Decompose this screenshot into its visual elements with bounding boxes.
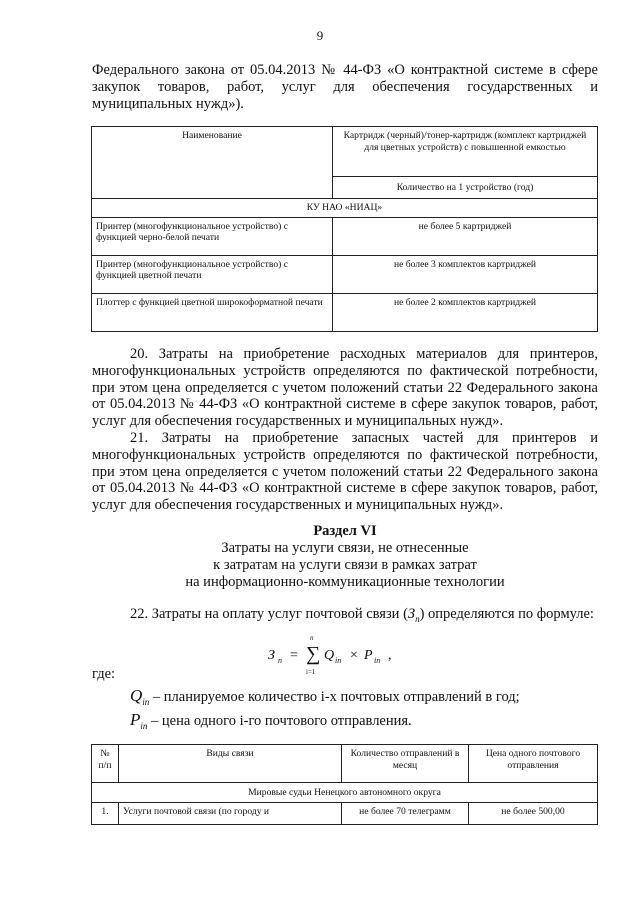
paragraph-22 <box>130 606 594 624</box>
formula-tail: , <box>388 648 392 663</box>
postal-table <box>91 744 598 825</box>
section-title: Раздел VI <box>313 523 377 539</box>
section-subtitle-line: к затратам на услуги связи в рамках затрат <box>213 557 477 573</box>
paragraph-22-text: 22. Затраты на оплату услуг почтовой связи ( <box>130 606 408 622</box>
device-norm: не более 5 картриджей <box>333 217 598 255</box>
header-name: Наименование <box>92 127 333 199</box>
device-norm: не более 2 комплектов картриджей <box>333 293 598 331</box>
header-price: Цена одного почтового отправления <box>469 745 598 783</box>
table-row <box>92 803 598 825</box>
header-num: № п/п <box>92 745 119 783</box>
formula-symbol-sub: п <box>278 656 282 665</box>
formula-equals: = <box>290 648 298 663</box>
section-subtitle-line: на информационно-коммуникационные технологии <box>185 574 505 590</box>
table-row <box>92 255 598 293</box>
paragraph-21: 21. Затраты на приобретение запасных частей для принтеров и многофункциональных устройств определяются по фактической потребности, при этом цена определяется с учетом положений статьи 22 Федерального закона от 05.04.2013 № 44-ФЗ «О контрактной системе в сфере закупок товаров, работ, услуг для обеспечения государственных и муниципальных нужд». <box>92 430 598 514</box>
paragraph-22-end: ) определяются по формуле: <box>419 606 594 622</box>
table-row <box>92 293 598 331</box>
def-q-sub: in <box>142 696 150 707</box>
device-name: Плоттер с функцией цветной широкоформатной печати <box>92 293 333 331</box>
formula-symbol: З <box>268 648 275 663</box>
formula-q: Q <box>324 648 335 663</box>
section-heading <box>92 523 598 591</box>
def-q-text: – планируемое количество i-х почтовых отправлений в год; <box>149 689 520 705</box>
row-count: не более 70 телеграмм <box>342 803 469 825</box>
definition-p <box>130 710 412 731</box>
section-subtitle-line: Затраты на услуги связи, не отнесенные <box>221 540 469 556</box>
cost-symbol-sub: п <box>415 613 420 624</box>
device-norm: не более 3 комплектов картриджей <box>333 255 598 293</box>
section-label: КУ НАО «НИАЦ» <box>92 199 598 218</box>
header-cartridge: Картридж (черный)/тонер-картридж (комплект картриджей для цветных устройств) с повышенной емкостью <box>333 127 598 177</box>
section-label: Мировые судьи Ненецкого автономного округа <box>92 783 598 803</box>
cartridge-table <box>91 126 598 332</box>
def-p-text: – цена одного i-го почтового отправления. <box>147 713 412 729</box>
page-number: 9 <box>316 28 324 43</box>
formula-q-sub: in <box>335 656 342 665</box>
row-num: 1. <box>92 803 119 825</box>
formula-sum-bottom: i=1 <box>306 668 316 676</box>
cost-formula <box>268 634 468 682</box>
row-kind: Услуги почтовой связи (по городу и <box>119 803 342 825</box>
table-row <box>92 217 598 255</box>
sum-icon: ∑ <box>306 643 321 665</box>
where-label: где: <box>92 666 116 682</box>
def-q-symbol: Q <box>130 686 143 705</box>
intro-paragraph: Федерального закона от 05.04.2013 № 44-ФЗ «О контрактной системе в сфере закупок товаров, работ, услуг для обеспечения государственных и муниципальных нужд»). <box>92 62 598 112</box>
device-name: Принтер (многофункциональное устройство) с функцией черно-белой печати <box>92 217 333 255</box>
formula-times: × <box>350 648 358 663</box>
formula-sum-top: n <box>310 634 314 642</box>
formula-p-sub: in <box>374 656 381 665</box>
header-count: Количество отправлений в месяц <box>342 745 469 783</box>
def-p-sub: in <box>140 720 148 731</box>
header-quantity: Количество на 1 устройство (год) <box>333 177 598 199</box>
def-p-symbol: P <box>130 710 141 729</box>
definition-q <box>130 686 520 707</box>
header-kind: Виды связи <box>119 745 342 783</box>
row-price: не более 500,00 <box>469 803 598 825</box>
formula-p: P <box>364 648 373 663</box>
device-name: Принтер (многофункциональное устройство) с функцией цветной печати <box>92 255 333 293</box>
cost-symbol: З <box>407 606 416 622</box>
paragraph-20: 20. Затраты на приобретение расходных материалов для принтеров, многофункциональных устройств определяются по фактической потребности, при этом цена определяется с учетом положений статьи 22 Федерального закона от 05.04.2013 № 44-ФЗ «О контрактной системе в сфере закупок товаров, работ, услуг для обеспечения государственных и муниципальных нужд». <box>92 346 598 430</box>
